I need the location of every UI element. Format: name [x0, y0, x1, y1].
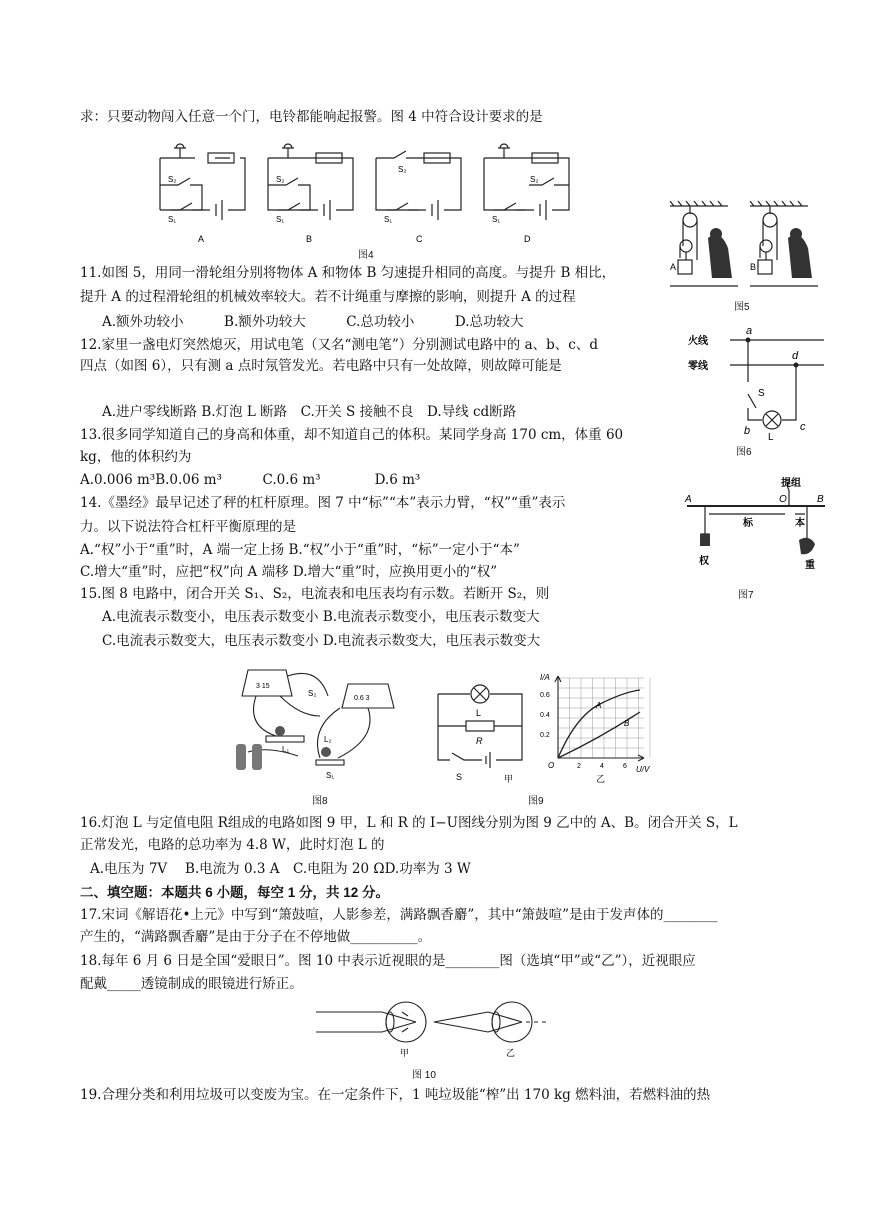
fig7-quan: 权	[699, 556, 709, 567]
q14-options-cd: C.增大“重”时，应把“权”向 A 端移 D.增大“重”时，应换用更小的“权”	[80, 564, 498, 580]
fig4-c-s2: S₂	[398, 165, 407, 174]
fig9-xtick-6: 6	[623, 763, 627, 770]
fig6-point-b: b	[744, 425, 751, 437]
circuit-d	[484, 144, 569, 220]
q12-line2: 四点（如图 6），只有测 a 点时氖管发光。若电路中只有一处故障，则故障可能是	[80, 358, 562, 374]
fig9-yi-label: 乙	[596, 774, 606, 784]
fig6-neutral-label: 零线	[688, 361, 708, 372]
fig7-label-a: A	[685, 494, 692, 505]
fig9-xtick-4: 4	[600, 763, 604, 770]
q11-line2: 提升 A 的过程滑轮组的机械效率较大。若不计绳重与摩擦的影响，则提升 A 的过程	[80, 289, 576, 305]
figure-6-caption: 图6	[736, 447, 752, 458]
fig9-xlabel: U/V	[636, 765, 650, 774]
q10-text: 求：只要动物闯入任意一个门，电铃都能响起报警。图 4 中符合设计要求的是	[80, 109, 543, 125]
fig10-yi: 乙	[506, 1048, 516, 1058]
q12-line1: 12.家里一盏电灯突然熄灭，用试电笔（又名“测电笔”）分别测试电路中的 a、b、c、d	[80, 337, 598, 353]
q16-line2: 正常发光，电路的总功率为 4.8 W，此时灯泡 L 的	[80, 837, 385, 853]
fig7-zhong: 重	[805, 560, 815, 571]
fig8-meter-right: 0.6 3	[354, 695, 370, 702]
q18-line2: 配戴_____透镜制成的眼镜进行矫正。	[80, 976, 303, 992]
figure-7-steelyard	[683, 476, 833, 586]
q15-options-cd: C.电流表示数变大，电压表示数变小 D.电流表示数变大，电压表示数变大	[102, 633, 541, 649]
fig7-ben: 本	[795, 518, 805, 529]
q14-line2: 力。以下说法符合杠杆平衡原理的是	[80, 519, 296, 535]
q17-line1: 17.宋词《解语花•上元》中写到“箫鼓喧，人影参差，满路飘香麝”，其中“箫鼓喧”是由于发声体的________	[80, 907, 718, 923]
q16-line1: 16.灯泡 L 与定值电阻 R组成的电路如图 9 甲，L 和 R 的 I−U图线分别为图 9 乙中的 A、B。闭合开关 S，L	[80, 815, 738, 831]
fig9-switch-s: S	[456, 772, 463, 782]
fig9-resistor-r: R	[476, 736, 483, 746]
q13-line2: kg，他的体积约为	[80, 449, 192, 465]
fig6-lamp-l: L	[768, 432, 774, 442]
fig8-label-s2: S₂	[308, 689, 317, 698]
fig9-curve-a-label: A	[596, 701, 602, 710]
figure-7-caption: 图7	[738, 590, 754, 601]
figure-5-pulleys	[668, 198, 828, 298]
q14-line1: 14.《墨经》最早记述了秤的杠杆原理。图 7 中“标”“本”表示力臂，“权”“重”表示	[80, 495, 566, 511]
fig9-curve-b-label: B	[624, 719, 630, 728]
fig5-label-b: B	[750, 262, 757, 272]
fig6-live-label: 火线	[688, 336, 708, 347]
fig6-point-c: c	[800, 421, 806, 433]
fig4-a-s1: S₁	[168, 215, 177, 224]
section-2-heading: 二、填空题：本题共 6 小题，每空 1 分，共 12 分。	[80, 885, 390, 900]
fig8-label-l2: L₂	[324, 735, 332, 744]
fig4-opt-d: D	[524, 234, 531, 244]
fig7-label-o: O	[779, 494, 787, 505]
figure-5-caption: 图5	[734, 302, 750, 313]
q16-options: A.电压为 7V B.电流为 0.3 A C.电阻为 20 ΩD.功率为 3 W	[90, 861, 471, 877]
fig7-label-b: B	[817, 494, 824, 505]
fig8-label-l1: L₁	[282, 745, 290, 754]
figure-10-caption: 图 10	[412, 1070, 436, 1081]
fig9-ylabel: I/A	[540, 673, 550, 682]
figure-4-circuits	[150, 140, 570, 260]
q15-line1: 15.图 8 电路中，闭合开关 S₁、S₂，电流表和电压表均有示数。若断开 S₂，则	[80, 586, 550, 602]
fig9-lamp-l: L	[476, 708, 482, 718]
figure-4-caption: 图4	[358, 250, 374, 261]
fig7-tizu: 提组	[781, 478, 801, 489]
fig9-ytick-0.2: 0.2	[540, 732, 550, 739]
fig9-xtick-2: 2	[577, 763, 581, 770]
q13-options: A.0.006 m³B.0.06 m³ C.0.6 m³ D.6 m³	[80, 472, 421, 488]
fig6-switch-s: S	[758, 388, 765, 399]
fig5-label-a: A	[670, 262, 677, 272]
q18-line1: 18.每年 6 月 6 日是全国“爱眼日”。图 10 中表示近视眼的是________图（选填“甲”或“乙”），近视眼应	[80, 953, 696, 969]
fig4-b-s1: S₁	[276, 215, 285, 224]
figure-6-circuit	[688, 322, 828, 442]
q19-line1: 19.合理分类和利用垃圾可以变废为宝。在一定条件下，1 吨垃圾能“榨”出 170 kg 燃料油，若燃料油的热	[80, 1087, 711, 1103]
q11-line1: 11.如图 5，用同一滑轮组分别将物体 A 和物体 B 匀速提升相同的高度。与提升 B 相比，	[80, 265, 616, 281]
q17-line2: 产生的，“满路飘香麝”是由于分子在不停地做__________。	[80, 929, 432, 945]
q14-options-ab: A.“权”小于“重”时，A 端一定上扬 B.“权”小于“重”时，“标”一定小于“本”	[80, 542, 520, 558]
figure-9-yi-iu-graph	[540, 668, 652, 784]
fig4-d-s2: S₂	[530, 175, 539, 184]
fig4-opt-b: B	[306, 234, 313, 244]
figure-8-physical-circuit	[228, 656, 410, 786]
fig10-jia: 甲	[400, 1048, 410, 1058]
fig4-c-s1: S₁	[384, 215, 393, 224]
fig4-opt-a: A	[198, 234, 205, 244]
fig7-biao: 标	[743, 518, 753, 529]
figure-10-eyes	[312, 998, 552, 1062]
fig9-ytick-0.6: 0.6	[540, 692, 550, 699]
figure-8-caption: 图8	[312, 796, 328, 807]
circuit-c	[376, 151, 461, 220]
fig8-label-s1: S₁	[326, 771, 335, 780]
fig4-d-s1: S₁	[492, 215, 501, 224]
fig6-point-a: a	[746, 325, 753, 337]
fig4-b-s2: S₂	[276, 175, 285, 184]
q11-options: A.额外功较小 B.额外功较大 C.总功较小 D.总功较大	[102, 314, 524, 330]
figure-9-caption: 图9	[528, 796, 544, 807]
fig4-a-s2: S₂	[168, 175, 177, 184]
q12-options: A.进户零线断路 B.灯泡 L 断路 C.开关 S 接触不良 D.导线 cd断路	[102, 404, 517, 420]
q15-options-ab: A.电流表示数变小，电压表示数变小 B.电流表示数变小，电压表示数变大	[102, 609, 540, 625]
fig9-origin: O	[548, 761, 555, 770]
fig9-ytick-0.4: 0.4	[540, 712, 550, 719]
q13-line1: 13.很多同学知道自己的身高和体重，却不知道自己的体积。某同学身高 170 cm，体重 60	[80, 427, 624, 443]
fig8-meter-left: 3 15	[256, 683, 270, 690]
fig6-point-d: d	[792, 350, 799, 362]
fig9-jia-label: 甲	[504, 774, 514, 784]
fig4-opt-c: C	[416, 234, 423, 244]
figure-9-jia-circuit	[430, 676, 540, 786]
